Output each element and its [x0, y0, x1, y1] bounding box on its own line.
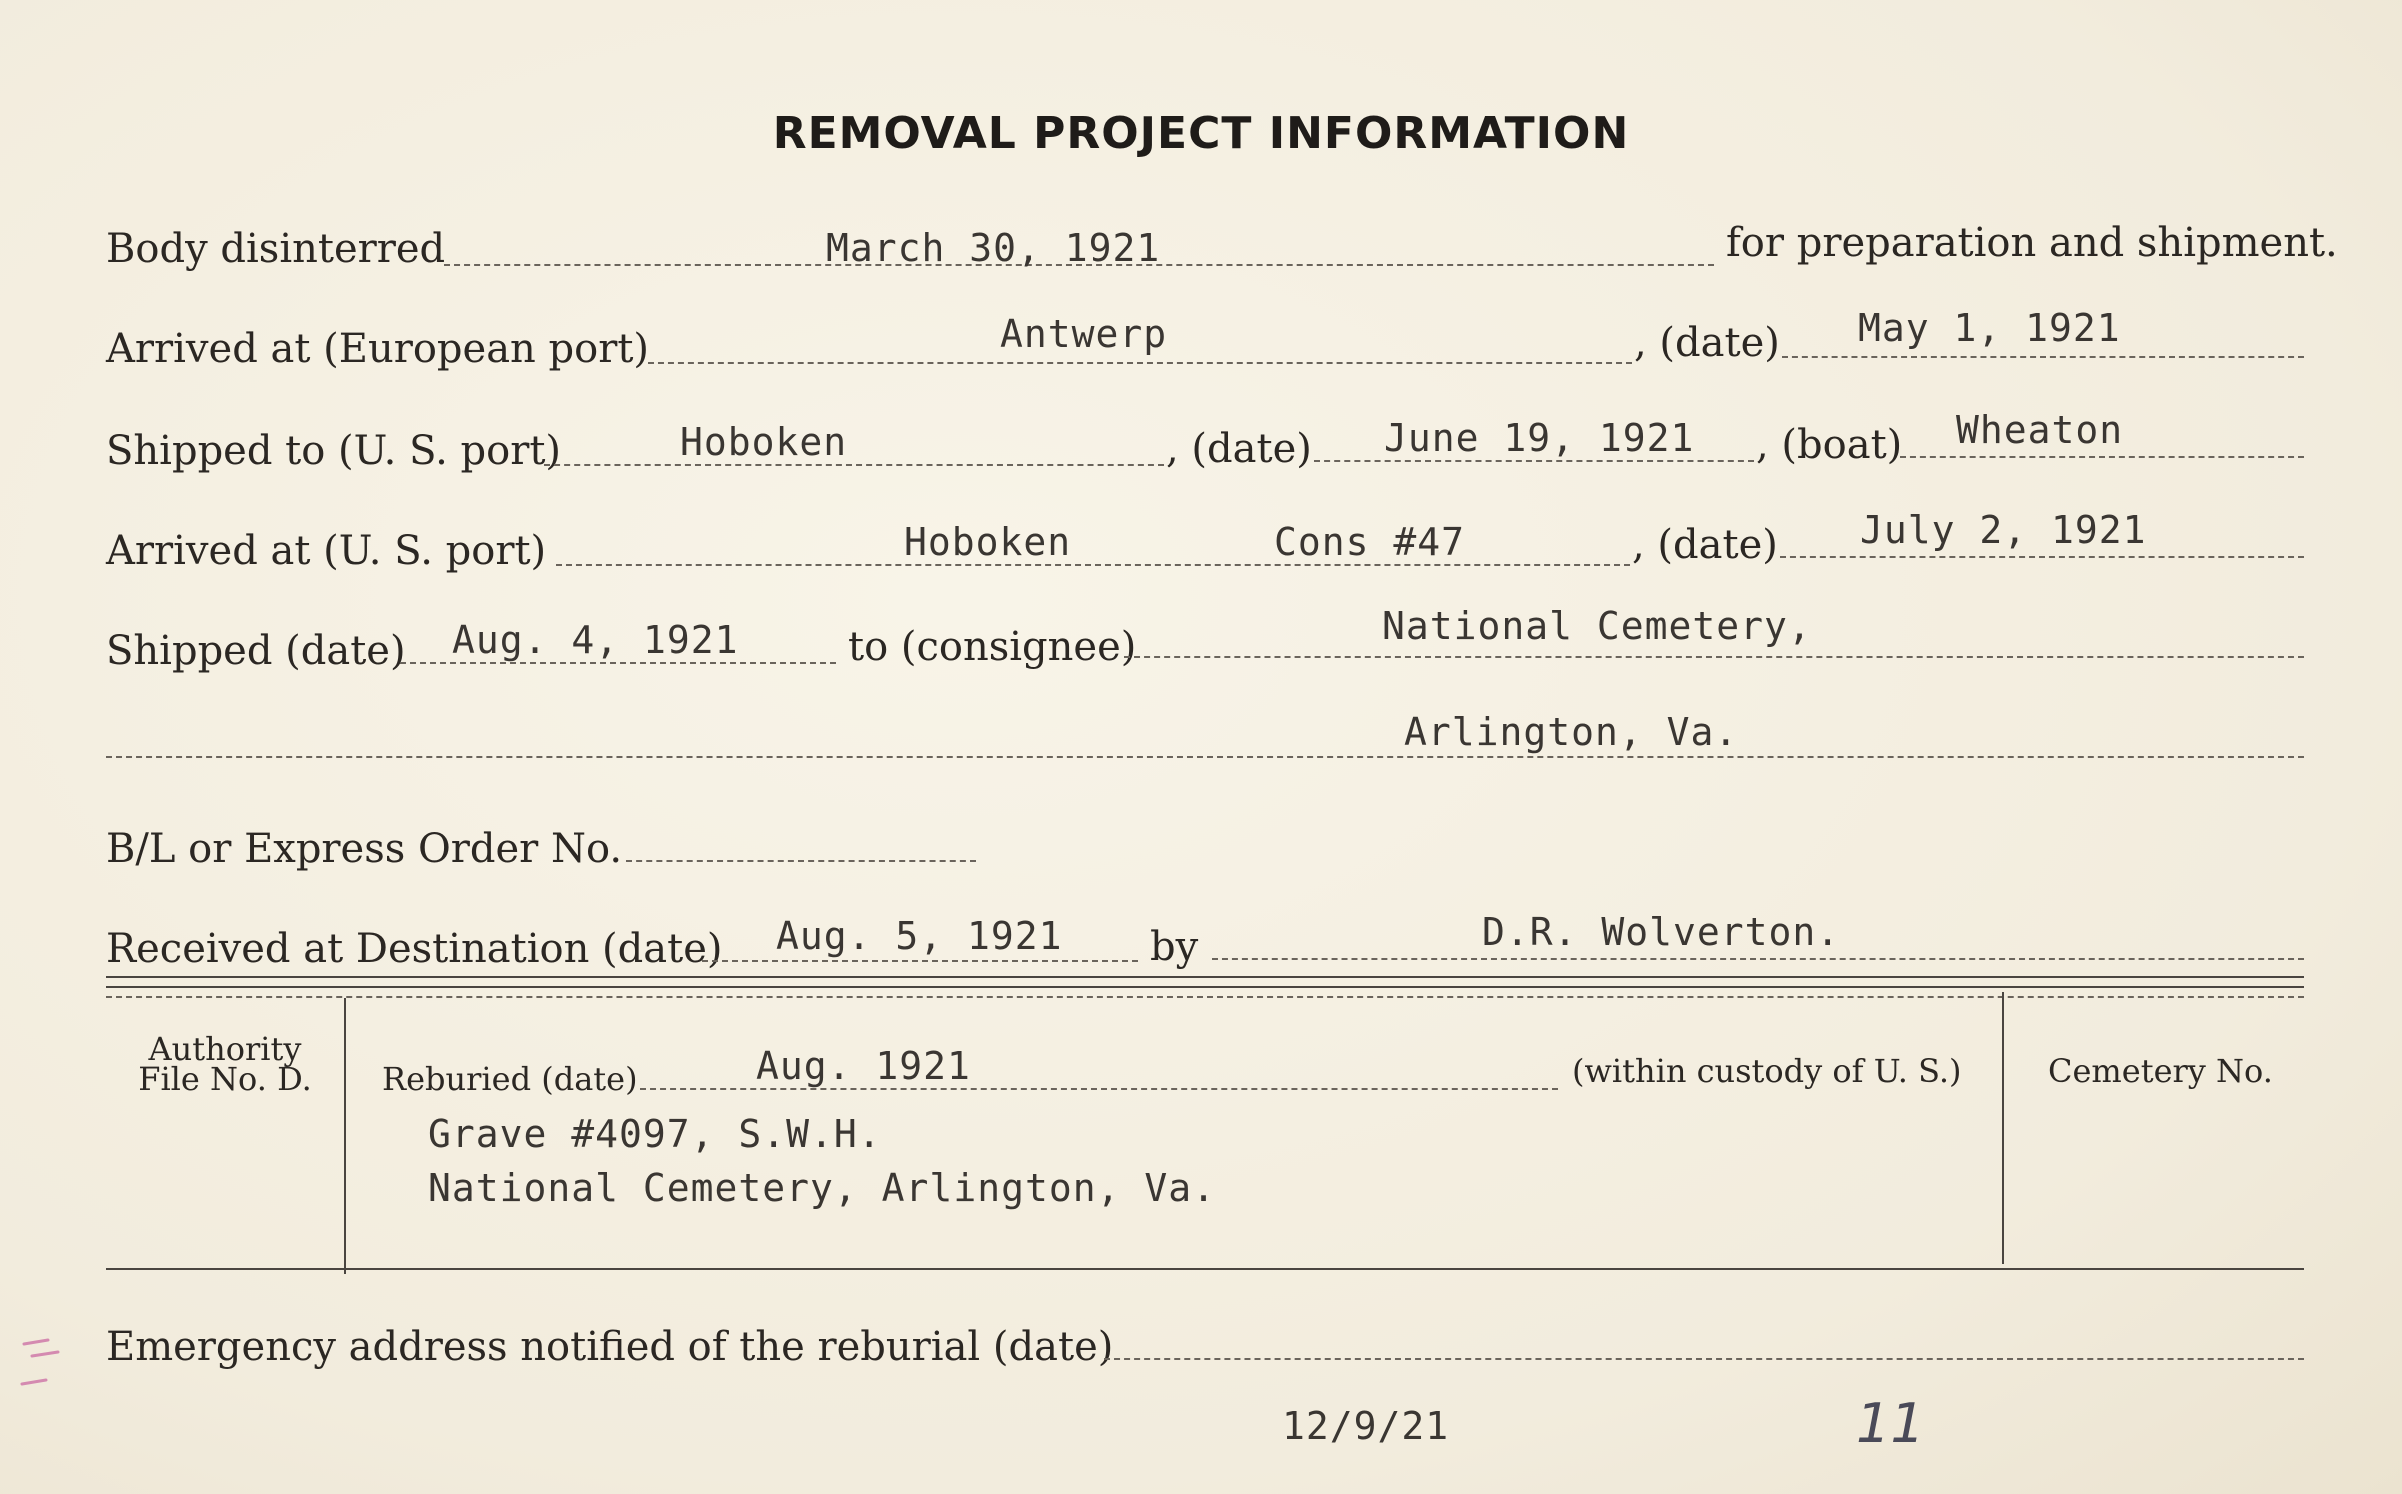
box-divider-left [344, 998, 346, 1274]
box-top-rule-2 [106, 986, 2304, 988]
disinterred-suffix: for preparation and shipment. [1726, 220, 2338, 266]
received-by-line [1212, 958, 2304, 960]
emergency-line [1104, 1358, 2304, 1360]
authority-label-2: File No. D. [138, 1060, 312, 1098]
emergency-label: Emergency address notified of the reburial (date) [106, 1324, 1114, 1370]
handwritten-initials: 11 [1856, 1392, 1925, 1455]
grave-line-1: Grave #4097, S.W.H. [428, 1112, 882, 1156]
shipped-date: Aug. 4, 1921 [452, 618, 739, 662]
shipped-date-label: Shipped (date) [106, 628, 406, 674]
footer-date-note: 12/9/21 [1282, 1404, 1450, 1448]
received-by-label: by [1150, 924, 1199, 970]
arrived-european-port: Antwerp [1000, 312, 1168, 356]
reburied-date-line [640, 1088, 1558, 1090]
shipped-us-boat-label: , (boat) [1756, 422, 1903, 468]
box-top-rule-dashed [106, 996, 2304, 998]
arrived-european-label: Arrived at (European port) [106, 326, 650, 372]
shipped-us-date-label: , (date) [1166, 426, 1312, 472]
grave-line-2: National Cemetery, Arlington, Va. [428, 1166, 1216, 1210]
received-by: D.R. Wolverton. [1482, 910, 1841, 954]
arrived-us-date: July 2, 1921 [1860, 508, 2147, 552]
shipped-date-line [400, 662, 836, 664]
ink-stamp-mark [18, 1326, 74, 1406]
arrived-us-label: Arrived at (U. S. port) [106, 528, 547, 574]
shipped-us-port-line [544, 464, 1164, 466]
disinterred-value: March 30, 1921 [826, 226, 1161, 270]
box-divider-right [2002, 992, 2004, 1264]
reburied-label: Reburied (date) [382, 1060, 638, 1098]
consignee-line2: Arlington, Va. [1404, 710, 1739, 754]
consignee-line1: National Cemetery, [1382, 604, 1812, 648]
bl-line [626, 860, 976, 862]
arrived-us-cons: Cons #47 [1274, 520, 1466, 564]
consignee-continuation-line [106, 756, 2304, 758]
received-date: Aug. 5, 1921 [776, 914, 1063, 958]
box-top-rule-1 [106, 976, 2304, 978]
custody-label: (within custody of U. S.) [1572, 1052, 1962, 1090]
shipped-us-date-line [1314, 460, 1754, 462]
bl-label: B/L or Express Order No. [106, 826, 623, 872]
shipped-us-boat: Wheaton [1956, 408, 2124, 452]
reburied-date: Aug. 1921 [756, 1044, 971, 1088]
disinterred-label: Body disinterred [106, 226, 446, 272]
received-label: Received at Destination (date) [106, 926, 723, 972]
arrived-us-port-line [556, 564, 1630, 566]
received-date-line [702, 960, 1138, 962]
arrived-european-port-line [648, 362, 1632, 364]
shipped-us-label: Shipped to (U. S. port) [106, 428, 561, 474]
arrived-european-date-label: , (date) [1634, 320, 1780, 366]
arrived-us-port: Hoboken [904, 520, 1072, 564]
arrived-european-date-line [1782, 356, 2304, 358]
authority-label-1: Authority [148, 1030, 302, 1068]
consignee-line [1124, 656, 2304, 658]
arrived-european-date: May 1, 1921 [1858, 306, 2121, 350]
card-title: REMOVAL PROJECT INFORMATION [772, 108, 1630, 159]
consignee-label: to (consignee) [848, 624, 1137, 670]
shipped-us-port: Hoboken [680, 420, 848, 464]
box-bottom-rule [106, 1268, 2304, 1270]
shipped-us-date: June 19, 1921 [1384, 416, 1695, 460]
cemetery-no-label: Cemetery No. [2048, 1052, 2273, 1090]
arrived-us-date-label: , (date) [1632, 522, 1778, 568]
shipped-us-boat-line [1900, 456, 2304, 458]
arrived-us-date-line [1780, 556, 2304, 558]
